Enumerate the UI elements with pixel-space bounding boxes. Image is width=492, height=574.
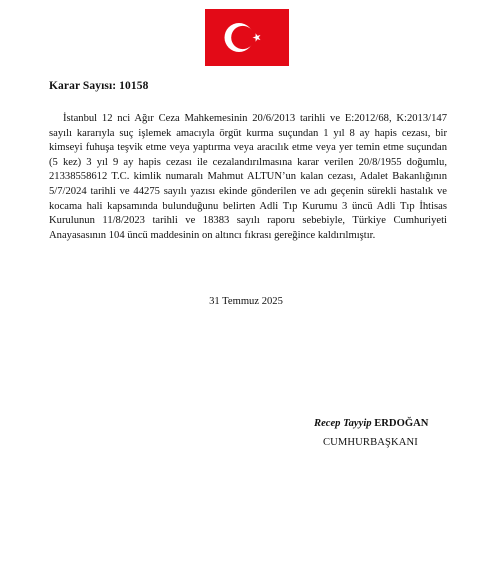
decision-date: 31 Temmuz 2025 <box>209 296 283 307</box>
decision-body-paragraph: İstanbul 12 nci Ağır Ceza Mahkemesinin 20/6/2013 tarihli ve E:2012/68, K:2013/147 sayılı kararıyla suç işlemek amacıyla örgüt kurma suçundan 1 yıl 8 ay hapis cezası, bir kimseyi fuhuşa teşvik etme veya yaptırma veya aracılık etme veya yer temin etme suçundan (5 kez) 3 yıl 9 ay hapis cezası ile cezalandırılmasına karar verilen 20/8/1955 doğumlu, 21338558612 T.C. kimlik numaralı Mahmut ALTUN’un kalan cezası, Adalet Bakanlığının 5/7/2024 tarihli ve 44275 sayılı yazısı ekinde gönderilen ve adı geçenin sürekli hastalık ve kocama hali kapsamında bulunduğunu belirten Adli Tıp Kurumu 3 üncü Adli Tıp İhtisas Kurulunun 11/8/2023 tarihli ve 18383 sayılı raporu sebebiyle, Türkiye Cumhuriyeti Anayasasının 104 üncü maddesinin on altıncı fıkrası gereğince kaldırılmıştır. <box>49 113 447 241</box>
signatory-surname: ERDOĞAN <box>374 418 429 429</box>
signatory-name <box>314 418 428 429</box>
signatory-title: CUMHURBAŞKANI <box>323 437 418 448</box>
turkish-flag-icon <box>205 9 289 66</box>
signatory-first-names: Recep Tayyip <box>314 418 372 429</box>
decision-number: Karar Sayısı: 10158 <box>49 80 149 92</box>
